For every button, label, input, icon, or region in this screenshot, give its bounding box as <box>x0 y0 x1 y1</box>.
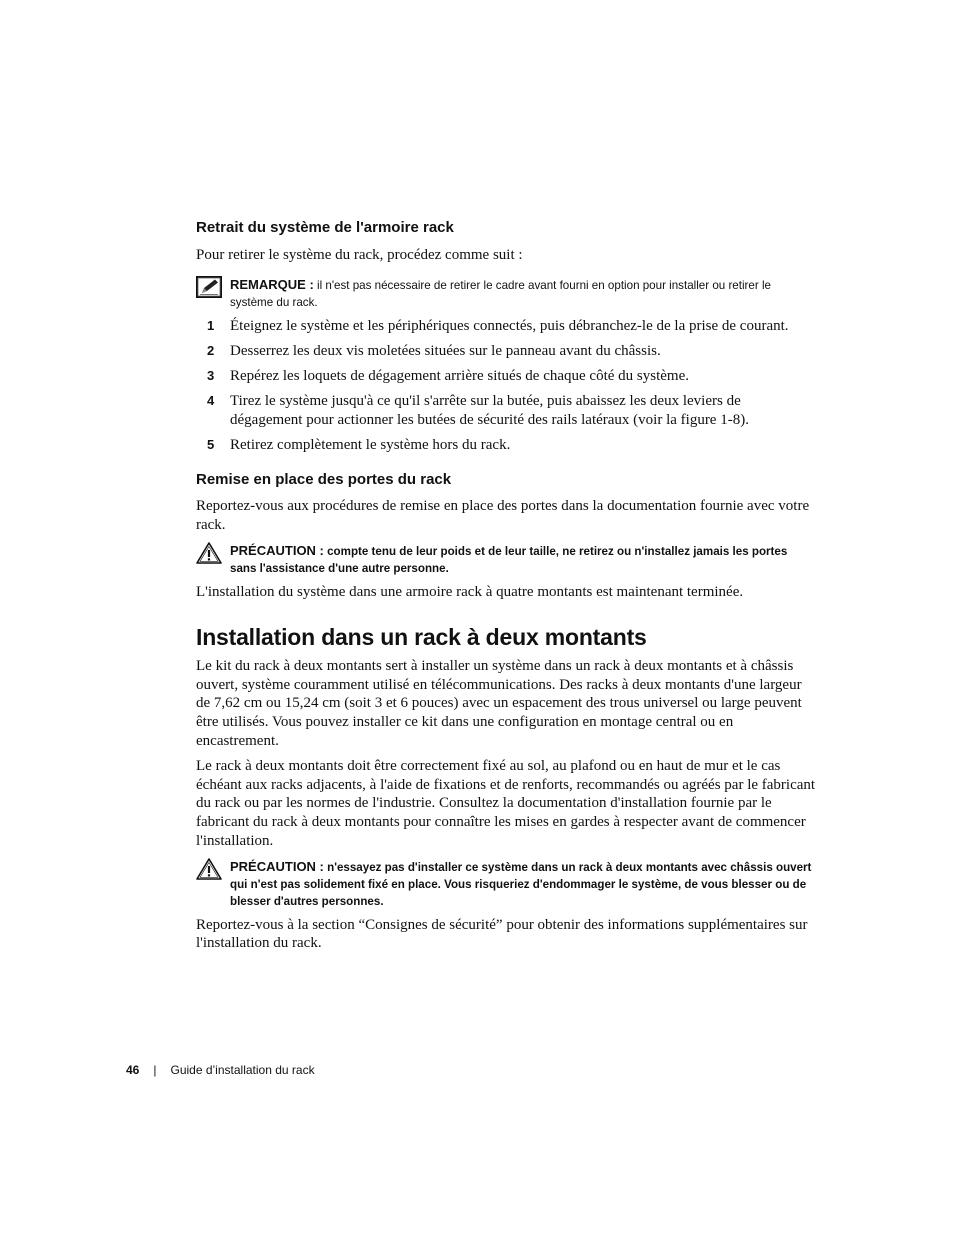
list-item <box>196 342 816 361</box>
note-text: il n'est pas nécessaire de retirer le cadre avant fourni en option pour installer ou retirer le système du rack. <box>230 278 771 309</box>
caution-label: PRÉCAUTION : <box>230 542 324 558</box>
page-title: Installation dans un rack à deux montants <box>196 623 647 650</box>
warning-triangle-icon <box>196 858 222 880</box>
caution-text: n'essayez pas d'installer ce système dans un rack à deux montants avec châssis ouvert qui n'est pas solidement fixé en place. Vous risqueriez d'endommager le système, de vous blesser ou de blesser d'autres personnes. <box>230 860 812 908</box>
caution-label: PRÉCAUTION : <box>230 858 324 874</box>
step-text: Repérez les loquets de dégagement arrière situés de chaque côté du système. <box>230 367 689 384</box>
note-label: REMARQUE : <box>230 276 314 292</box>
note-block <box>196 276 816 311</box>
step-text: Tirez le système jusqu'à ce qu'il s'arrête sur la butée, puis abaissez les deux leviers de dégagement pour actionner les butées de sécurité des rails latéraux (voir la figure 1-8). <box>230 392 749 428</box>
list-item <box>196 317 816 336</box>
step-number: 4 <box>207 392 215 408</box>
two-post-anchoring: Le rack à deux montants doit être correctement fixé au sol, au plafond ou en haut de mur et le cas échéant aux racks adjacents, à l'aide de fixations et de renforts, recommandés ou agréés par le fabricant du rack ou par les normes de l'industrie. Consultez la documentation d'installation fournie par le fabricant du rack à deux montants pour connaître les mises en gardes à respecter avant de commencer l'installation. <box>196 757 816 849</box>
two-post-intro: Le kit du rack à deux montants sert à installer un système dans un rack à deux montants et à châssis ouvert, système couramment utilisé en télécommunications. Des racks à deux montants d'une largeur de 7,62 cm ou 15,24 cm (soit 3 et 6 pouces) avec un espacement des trous universel ou large peuvent être utilisés. Vous pouvez installer ce kit dans une configuration en montage central ou en encastrement. <box>196 657 802 749</box>
page-footer <box>126 1061 315 1079</box>
pencil-note-icon <box>196 276 222 298</box>
list-item <box>196 392 816 430</box>
section-heading-replace-doors: Remise en place des portes du rack <box>196 471 452 489</box>
section-heading-remove-system: Retrait du système de l'armoire rack <box>196 219 454 236</box>
doors-text: Reportez-vous aux procédures de remise en place des portes dans la documentation fournie avec votre rack. <box>196 498 810 534</box>
step-number: 3 <box>207 367 215 383</box>
footer-title: Guide d’installation du rack <box>170 1063 315 1077</box>
step-text: Retirez complètement le système hors du rack. <box>230 436 511 453</box>
safety-reference: Reportez-vous à la section “Consignes de sécurité” pour obtenir des informations supplémentaires sur l'installation du rack. <box>196 916 808 952</box>
footer-separator: | <box>153 1063 157 1077</box>
caution-text: compte tenu de leur poids et de leur taille, ne retirez ou n'installez jamais les portes sans l'assistance d'une autre personne. <box>230 544 788 575</box>
step-number: 1 <box>207 317 215 333</box>
step-text: Éteignez le système et les périphériques connectés, puis débranchez-le de la prise de courant. <box>230 317 789 334</box>
conclusion-text: L'installation du système dans une armoire rack à quatre montants est maintenant terminée. <box>196 583 744 600</box>
caution-block <box>196 858 816 910</box>
intro-text: Pour retirer le système du rack, procédez comme suit : <box>196 247 523 263</box>
page-content <box>196 218 816 953</box>
page-number: 46 <box>126 1063 140 1077</box>
steps-list <box>196 317 816 455</box>
caution-block <box>196 542 816 577</box>
list-item <box>196 367 816 386</box>
step-number: 2 <box>207 342 215 358</box>
step-number: 5 <box>207 436 215 452</box>
step-text: Desserrez les deux vis moletées situées sur le panneau avant du châssis. <box>230 342 661 359</box>
list-item <box>196 436 816 455</box>
warning-triangle-icon <box>196 542 222 564</box>
